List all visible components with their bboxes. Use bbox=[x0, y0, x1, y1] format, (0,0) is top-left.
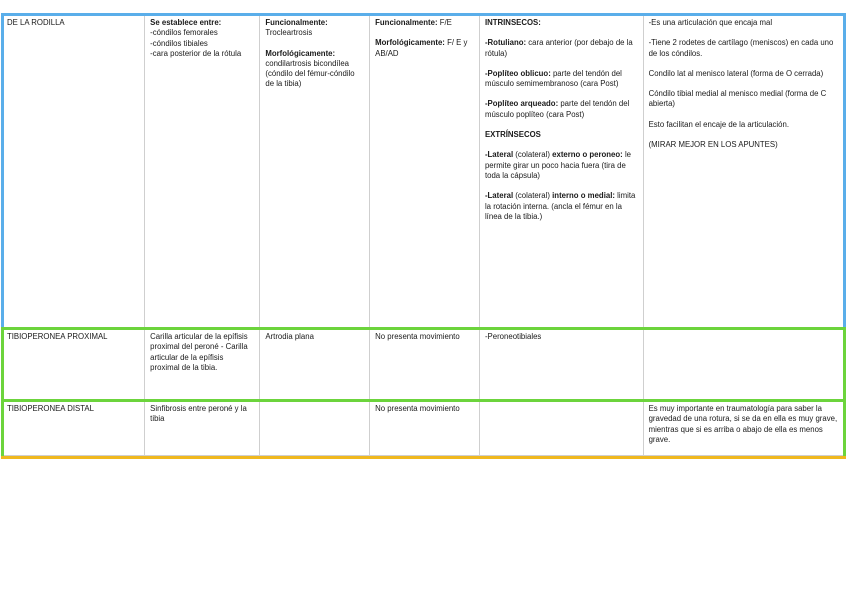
table-row-tibioperonea-proximal bbox=[2, 328, 846, 400]
morf-label: Morfológicamente: bbox=[265, 48, 336, 58]
notes-cell bbox=[643, 14, 845, 328]
ligament-label: -Poplíteo oblicuo: bbox=[484, 68, 551, 78]
classification-cell bbox=[260, 14, 370, 328]
ligament-label: interno o medial: bbox=[552, 191, 615, 201]
joint-name-cell bbox=[2, 14, 145, 328]
surface-line: -cóndilos tibiales bbox=[150, 38, 208, 48]
func-label: Funcionalmente: bbox=[375, 18, 438, 27]
intrinsecos-heading: INTRINSECOS: bbox=[484, 18, 541, 27]
articular-surfaces-cell bbox=[145, 14, 260, 328]
classification-text: Artrodia plana bbox=[265, 332, 314, 341]
joint-name-cell bbox=[2, 400, 145, 456]
note-line: Esto facilitan el encaje de la articulación. bbox=[648, 119, 790, 129]
notes-cell bbox=[643, 328, 845, 400]
ligaments-text: -Peroneotibiales bbox=[484, 332, 542, 341]
ligament-paren: (colateral) bbox=[515, 150, 550, 160]
table-row-rodilla bbox=[2, 14, 846, 328]
table-row-tibioperonea-distal bbox=[2, 400, 846, 456]
note-line: (MIRAR MEJOR EN LOS APUNTES) bbox=[648, 140, 778, 150]
surface-line: -cóndilos femorales bbox=[150, 28, 218, 38]
ligament-label: externo o peroneo: bbox=[552, 150, 623, 160]
note-line: Condilo lat al menisco lateral (forma de O cerrada) bbox=[648, 68, 824, 78]
ligament-text: le permite girar un poco hacia fuera (tira de toda la cápsula) bbox=[484, 150, 632, 180]
ligament-label: -Rotuliano: bbox=[484, 38, 527, 48]
articular-surfaces-cell bbox=[145, 400, 260, 456]
ligament-label: -Lateral bbox=[484, 150, 514, 160]
ligaments-cell bbox=[479, 400, 643, 456]
ligaments-cell bbox=[479, 328, 643, 400]
movements-cell bbox=[370, 14, 480, 328]
surfaces-text: Carilla articular de la epífisis proximal del peroné - Carilla articular de la epífisis proximal de la tibia. bbox=[150, 332, 248, 372]
joint-name: TIBIOPERONEA PROXIMAL bbox=[7, 332, 108, 341]
joint-name: TIBIOPERONEA DISTAL bbox=[7, 404, 94, 413]
surface-line: -cara posterior de la rótula bbox=[150, 48, 242, 58]
classification-cell bbox=[260, 400, 370, 456]
func-label: Funcionalmente: bbox=[265, 18, 328, 27]
notes-cell bbox=[643, 400, 845, 456]
morf-value: F/ E y AB/AD bbox=[375, 38, 468, 58]
func-value: Trocleartrosis bbox=[265, 28, 313, 38]
movements-text: No presenta movimiento bbox=[375, 404, 460, 413]
surfaces-text: Sinfibrosis entre peroné y la tibia bbox=[150, 404, 247, 424]
note-line: -Es una articulación que encaja mal bbox=[648, 18, 773, 27]
table-bottom-highlight bbox=[1, 456, 846, 459]
ligament-text: limita la rotación interna. (ancla el fémur en la línea de la tibia.) bbox=[484, 191, 636, 221]
joint-table-container bbox=[1, 13, 846, 456]
movements-text: No presenta movimiento bbox=[375, 332, 460, 341]
classification-cell bbox=[260, 328, 370, 400]
movements-cell bbox=[370, 328, 480, 400]
notes-text: Es muy importante en traumatología para saber la gravedad de una rotura, si se da en ella es muy grave, mientras que si es arriba o abajo de ella es menos grave. bbox=[648, 404, 838, 444]
movements-cell bbox=[370, 400, 480, 456]
ligament-label: -Poplíteo arqueado: bbox=[484, 99, 559, 109]
note-line: -Tiene 2 rodetes de cartílago (meniscos) en cada uno de los cóndilos. bbox=[648, 38, 834, 58]
ligaments-cell bbox=[479, 14, 643, 328]
surfaces-lead: Se establece entre: bbox=[150, 18, 222, 27]
joint-name: DE LA RODILLA bbox=[7, 18, 65, 27]
ligament-text: parte del tendón del músculo semimembranoso (cara Post) bbox=[484, 68, 622, 89]
articular-surfaces-cell bbox=[145, 328, 260, 400]
note-line: Cóndilo tibial medial al menisco medial (forma de C abierta) bbox=[648, 89, 827, 109]
ligament-label: -Lateral bbox=[484, 191, 514, 201]
ligament-text: cara anterior (por debajo de la rótula) bbox=[484, 38, 633, 58]
morf-label: Morfológicamente: bbox=[375, 38, 445, 48]
joint-name-cell bbox=[2, 328, 145, 400]
joint-table bbox=[1, 13, 846, 456]
func-value: F/E bbox=[439, 18, 452, 27]
ligament-paren: (colateral) bbox=[515, 191, 550, 201]
extrinsecos-heading: EXTRÍNSECOS bbox=[484, 130, 541, 140]
ligament-text: parte del tendón del músculo poplíteo (cara Post) bbox=[484, 99, 630, 119]
morf-value: condilartrosis bicondílea (cóndilo del fémur-cóndilo de la tibia) bbox=[265, 58, 355, 89]
